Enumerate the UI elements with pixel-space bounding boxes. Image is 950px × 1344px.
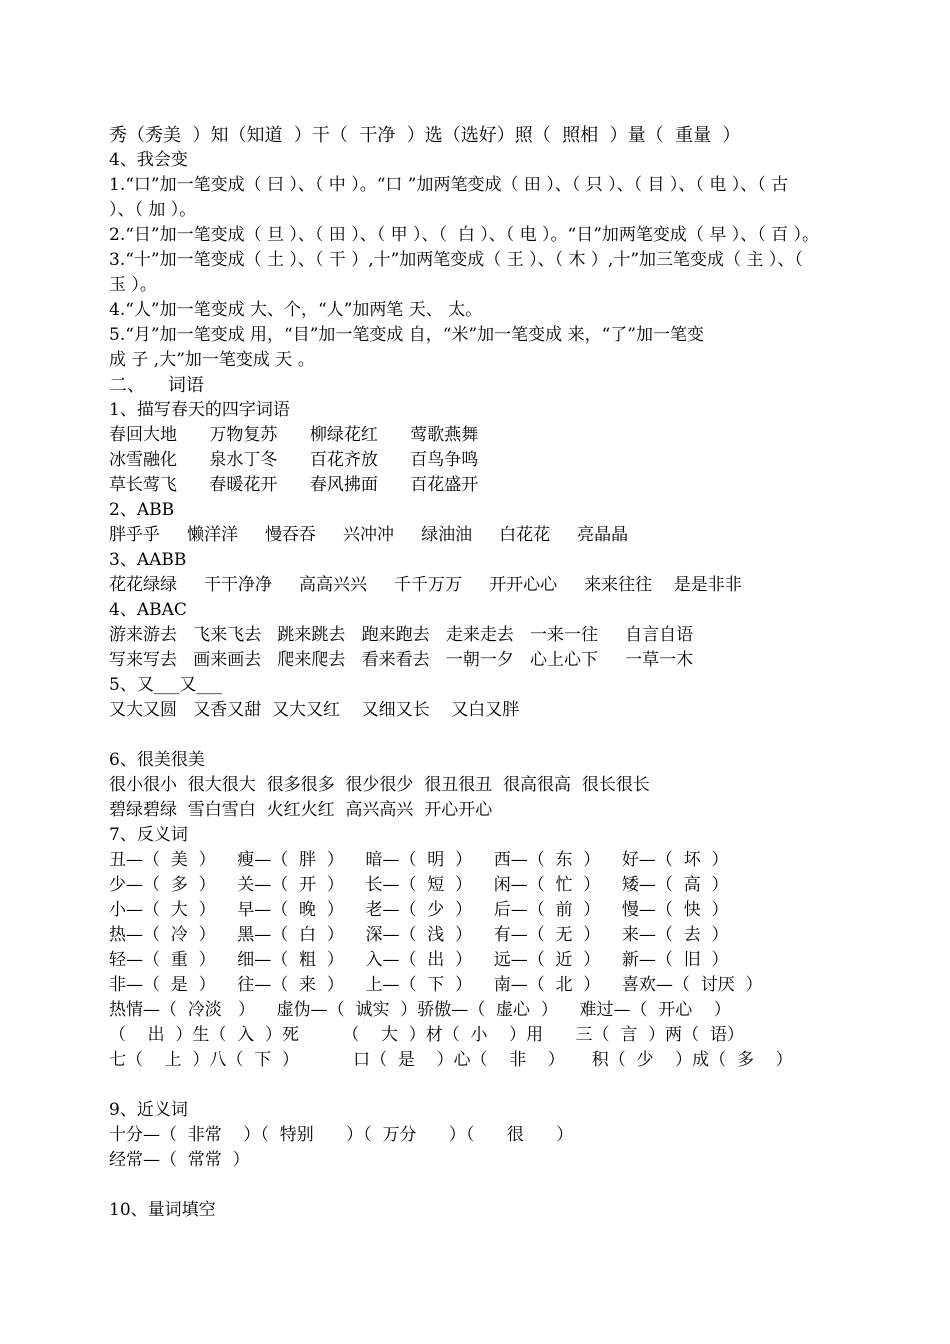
text-line: 十分—（ 非常 ）（ 特别 ）（ 万分 ）（ 很 ） [109,1125,574,1145]
text-line: 冰雪融化 泉水丁冬 百花齐放 百鸟争鸣 [109,450,479,470]
document-page [109,123,849,1223]
section-heading: 7、反义词 [109,825,188,845]
text-line: 轻—（ 重 ） 细—（ 粗 ） 入—（ 出 ） 远—（ 近 ） 新—（ 旧 ） [109,950,729,970]
section-heading: 二、 词语 [109,375,204,396]
text-line: 1.“口”加一笔变成（ 曰 ）、（ 中 ）。“口 ”加两笔变成（ 田 ）、（ 只 ）、（ 目 ）、（ 电 ）、（ 古 ）、（ 加 ）。 [109,175,789,220]
section-heading: 9、近义词 [109,1100,188,1120]
text-line: 很小很小 很大很大 很多很多 很少很少 很丑很丑 很高很高 很长很长 [109,775,650,795]
text-line: 又大又圆 又香又甜 又大又红 又细又长 又白又胖 [109,700,520,720]
section-heading: 5、又___又___ [109,675,222,695]
text-line: 经常—（ 常常 ） [109,1150,250,1170]
text-line: 少—（ 多 ） 关—（ 开 ） 长—（ 短 ） 闲—（ 忙 ） 矮—（ 高 ） [109,875,729,895]
section-heading: 6、很美很美 [109,750,205,770]
text-line: 写来写去 画来画去 爬来爬去 看来看去 一朝一夕 心上心下 一草一木 [109,650,694,670]
text-line: 小—（ 大 ） 早—（ 晚 ） 老—（ 少 ） 后—（ 前 ） 慢—（ 快 ） [109,900,729,920]
text-line: 4.“人”加一笔变成 大、个，“人”加两笔 天、 太。 [109,300,483,320]
text-line: 3.“十”加一笔变成（ 土 ）、（ 干 ）,十”加两笔变成（ 王 ）、（ 木 ）,十”加三笔变成（ 主 ）、（ 玉 ）。 [109,250,803,295]
text-line: 热情—（ 冷淡 ） 虚伪—（ 诚实 ）骄傲—（ 虚心 ） 难过—（ 开心 ） [109,1000,731,1020]
section-heading: 4、ABAC [109,600,187,620]
text-line: 游来游去 飞来飞去 跳来跳去 跑来跑去 走来走去 一来一往 自言自语 [109,625,694,645]
section-heading: 3、AABB [109,550,187,570]
text-line: 热—（ 冷 ） 黑—（ 白 ） 深—（ 浅 ） 有—（ 无 ） 来—（ 去 ） [109,925,729,945]
text-line: 丑—（ 美 ） 瘦—（ 胖 ） 暗—（ 明 ） 西—（ 东 ） 好—（ 坏 ） [109,850,729,870]
text-line: 5.“月”加一笔变成 用，“目”加一笔变成 自，“米”加一笔变成 来，“了”加一笔变 成 子 ,大”加一笔变成 天 。 [109,325,704,370]
blank-line [109,1173,849,1198]
section-heading: 10、量词填空 [109,1200,216,1220]
text-line: 碧绿碧绿 雪白雪白 火红火红 高兴高兴 开心开心 [109,800,493,820]
blank-line [109,1073,849,1098]
text-line: 花花绿绿 干干净净 高高兴兴 千千万万 开开心心 来来往往 是是非非 [109,575,742,595]
section-heading: 4、我会变 [109,150,188,170]
text-line: 草长莺飞 春暖花开 春风拂面 百花盛开 [109,475,479,495]
section-heading: 2、ABB [109,500,175,520]
text-line: 七（ 上 ）八（ 下 ） 口（ 是 ）心（ 非 ） 积（ 少 ）成（ 多 ） [109,1050,793,1070]
text-line: 非—（ 是 ） 往—（ 来 ） 上—（ 下 ） 南—（ 北 ） 喜欢—（ 讨厌 ） [109,975,763,995]
text-line: 胖乎乎 懒洋洋 慢吞吞 兴冲冲 绿油油 白花花 亮晶晶 [109,525,629,545]
blank-line [109,723,849,748]
text-line: 2.“日”加一笔变成（ 旦 ）、（ 田 ）、（ 甲 ）、（ 白 ）、（ 电 ）。“日”加两笔变成（ 早 ）、（ 百 ）。 [109,225,820,245]
text-line: （ 出 ）生（ 入 ）死 （ 大 ）材（ 小 ）用 三（ 言 ）两（ 语） [109,1025,744,1045]
section-heading: 1、描写春天的四字词语 [109,400,290,420]
text-line: 秀（秀美 ）知（知道 ）干（ 干净 ）选（选好）照（ 照相 ）量（ 重量 ） [109,125,741,146]
text-line: 春回大地 万物复苏 柳绿花红 莺歌燕舞 [109,425,479,445]
